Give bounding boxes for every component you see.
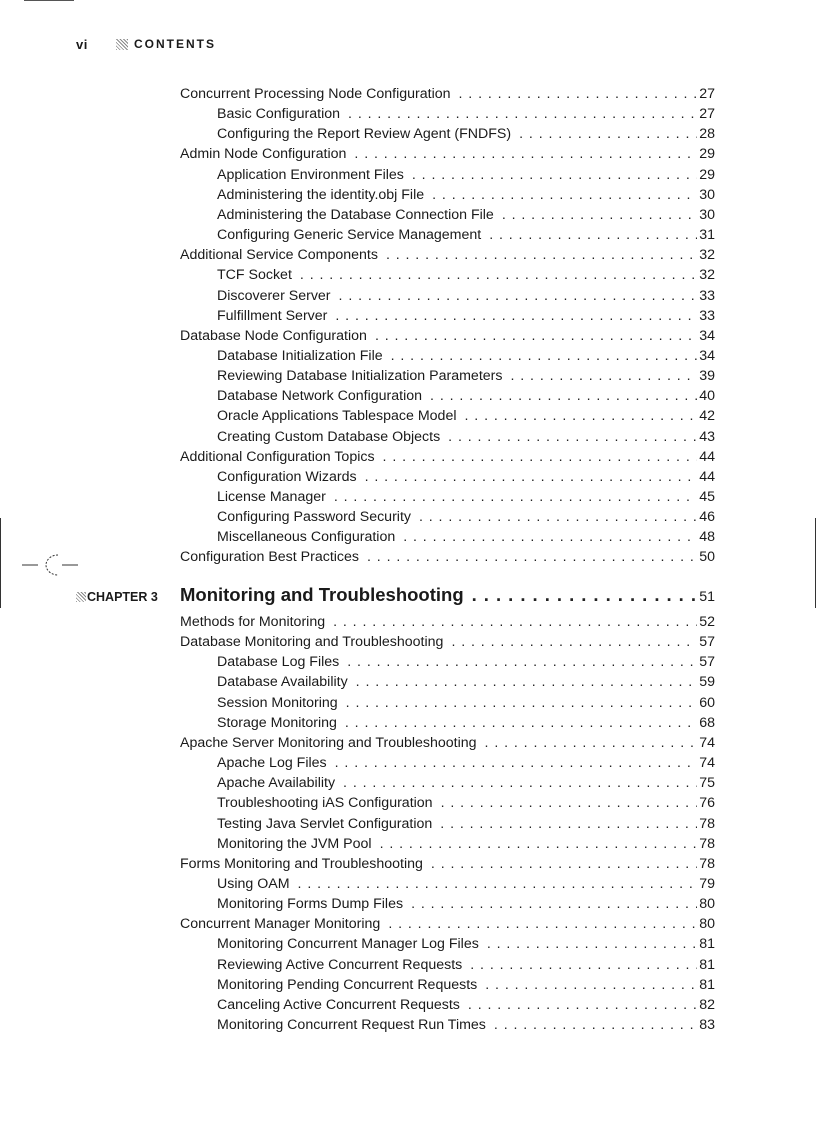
leader-dots bbox=[404, 167, 697, 183]
toc-entry-title: Database Initialization File bbox=[217, 347, 383, 364]
toc-entry-title: Database Availability bbox=[217, 674, 348, 691]
toc-subentry[interactable] bbox=[217, 126, 715, 142]
leader-dots bbox=[331, 288, 697, 304]
toc-entry-page: 31 bbox=[699, 227, 715, 244]
toc-entry-page: 40 bbox=[699, 388, 715, 405]
toc-subentry[interactable] bbox=[217, 308, 715, 324]
toc-entry-page: 81 bbox=[699, 936, 715, 953]
toc-subentry[interactable] bbox=[217, 997, 715, 1013]
leader-dots bbox=[403, 896, 697, 912]
toc-entry[interactable] bbox=[180, 86, 715, 102]
toc-entry-page: 34 bbox=[699, 347, 715, 364]
chapter-square-icon bbox=[76, 592, 86, 602]
leader-dots bbox=[346, 146, 697, 162]
toc-entry-page: 42 bbox=[699, 408, 715, 425]
toc-subentry[interactable] bbox=[217, 509, 715, 525]
toc-entry-title: Configuration Best Practices bbox=[180, 549, 360, 566]
leader-dots bbox=[464, 584, 697, 606]
toc-entry-title: Using OAM bbox=[217, 875, 290, 892]
toc-entry-title: Database Monitoring and Troubleshooting bbox=[180, 634, 444, 651]
toc-entry-title: Administering the identity.obj File bbox=[217, 186, 425, 203]
leader-dots bbox=[378, 247, 697, 263]
toc-entry-page: 27 bbox=[699, 86, 715, 102]
toc-entry-page: 43 bbox=[699, 428, 715, 445]
toc-entry-title: Reviewing Active Concurrent Requests bbox=[217, 956, 463, 973]
toc-entry-title: Monitoring Forms Dump Files bbox=[217, 896, 404, 913]
toc-entry-page: 46 bbox=[699, 509, 715, 526]
toc-entry[interactable] bbox=[180, 634, 715, 650]
header-square-icon bbox=[116, 39, 128, 50]
toc-entry-title: Monitoring the JVM Pool bbox=[217, 835, 372, 852]
toc-entry-title: Storage Monitoring bbox=[217, 714, 337, 731]
toc-subentry[interactable] bbox=[217, 529, 715, 545]
toc-entry-page: 60 bbox=[699, 694, 715, 711]
toc-entry-title: Oracle Applications Tablespace Model bbox=[217, 408, 457, 425]
leader-dots bbox=[462, 957, 697, 973]
chapter-page: 51 bbox=[699, 589, 715, 605]
toc-entry-page: 83 bbox=[699, 1017, 715, 1033]
toc-entry-page: 48 bbox=[699, 529, 715, 546]
toc-entry-title: Basic Configuration bbox=[217, 106, 341, 123]
leader-dots bbox=[502, 368, 697, 384]
toc-entry-title: Configuring the Report Review Agent (FNDFS) bbox=[217, 126, 512, 143]
toc-entry-page: 79 bbox=[699, 875, 715, 892]
toc-entry-page: 81 bbox=[699, 976, 715, 993]
toc-entry-title: Apache Availability bbox=[217, 775, 336, 792]
toc-subentry[interactable] bbox=[217, 469, 715, 485]
leader-dots bbox=[433, 795, 697, 811]
toc-entry-page: 34 bbox=[699, 327, 715, 344]
leader-dots bbox=[326, 489, 697, 505]
toc-entry-title: Monitoring Pending Concurrent Requests bbox=[217, 976, 478, 993]
toc-entry-title: Miscellaneous Configuration bbox=[217, 529, 396, 546]
toc-entry-title: Database Node Configuration bbox=[180, 327, 367, 344]
toc-entry-title: Monitoring Concurrent Manager Log Files bbox=[217, 936, 479, 953]
toc-subentry[interactable] bbox=[217, 388, 715, 404]
running-header bbox=[76, 36, 216, 52]
toc-subentry[interactable] bbox=[217, 368, 715, 384]
toc-entry-title: Configuring Generic Service Management bbox=[217, 227, 482, 244]
toc-subentry[interactable] bbox=[217, 795, 715, 811]
toc-entry-title: TCF Socket bbox=[217, 267, 292, 284]
toc-entry[interactable] bbox=[180, 146, 715, 162]
leader-dots bbox=[460, 997, 697, 1013]
leader-dots bbox=[327, 755, 697, 771]
toc-entry-title: Apache Server Monitoring and Troubleshooting bbox=[180, 734, 477, 751]
toc-entry-title: Monitoring Concurrent Request Run Times bbox=[217, 1017, 486, 1033]
toc-entry-page: 74 bbox=[699, 755, 715, 772]
toc-entry[interactable] bbox=[180, 856, 715, 872]
toc-entry-page: 68 bbox=[699, 714, 715, 731]
toc-subentry[interactable] bbox=[217, 288, 715, 304]
toc-entry-title: Application Environment Files bbox=[217, 166, 404, 183]
toc-entry-page: 76 bbox=[699, 795, 715, 812]
toc-entry-title: Fulfillment Server bbox=[217, 307, 328, 324]
leader-dots bbox=[380, 916, 697, 932]
toc-entry-page: 39 bbox=[699, 368, 715, 385]
toc-entry-page: 57 bbox=[699, 634, 715, 651]
toc-subentry[interactable] bbox=[217, 106, 715, 122]
chapter-number: CHAPTER 3 bbox=[87, 590, 158, 604]
leader-dots bbox=[477, 735, 697, 751]
toc-entry-page: 32 bbox=[699, 267, 715, 284]
toc-entry-title: Additional Service Components bbox=[180, 247, 378, 264]
leader-dots bbox=[424, 187, 697, 203]
top-rule bbox=[24, 0, 74, 1]
leader-dots bbox=[432, 816, 697, 832]
leader-dots bbox=[395, 529, 697, 545]
chapter-title-row[interactable] bbox=[180, 584, 715, 606]
toc-subentry[interactable] bbox=[217, 936, 715, 952]
toc-subentry[interactable] bbox=[217, 775, 715, 791]
toc-entry-title: Apache Log Files bbox=[217, 755, 327, 772]
toc-entry-page: 45 bbox=[699, 489, 715, 505]
leader-dots bbox=[290, 876, 697, 892]
toc-entry[interactable] bbox=[180, 614, 715, 630]
leader-dots bbox=[375, 449, 697, 465]
leader-dots bbox=[348, 674, 697, 690]
toc-entry-title: Canceling Active Concurrent Requests bbox=[217, 996, 460, 1013]
toc-entry-page: 30 bbox=[699, 206, 715, 223]
leader-dots bbox=[338, 695, 697, 711]
leader-dots bbox=[383, 348, 697, 364]
leader-dots bbox=[494, 207, 697, 223]
leader-dots bbox=[357, 469, 697, 485]
toc-subentry[interactable] bbox=[217, 167, 715, 183]
leader-dots bbox=[411, 509, 697, 525]
toc-subentry[interactable] bbox=[217, 755, 715, 771]
chapter-label bbox=[76, 590, 158, 604]
toc-subentry[interactable] bbox=[217, 207, 715, 223]
leader-dots bbox=[422, 388, 697, 404]
toc-entry-page: 52 bbox=[699, 614, 715, 630]
toc-entry-title: Creating Custom Database Objects bbox=[217, 428, 441, 445]
toc-entry-title: Database Network Configuration bbox=[217, 388, 423, 405]
leader-dots bbox=[339, 654, 697, 670]
toc-subentry[interactable] bbox=[217, 977, 715, 993]
toc-subentry[interactable] bbox=[217, 836, 715, 852]
toc-entry-page: 81 bbox=[699, 956, 715, 973]
toc-entry-title: Database Log Files bbox=[217, 654, 340, 671]
toc-entry-page: 33 bbox=[699, 307, 715, 324]
toc-entry-page: 78 bbox=[699, 855, 715, 872]
leader-dots bbox=[486, 1017, 697, 1033]
leader-dots bbox=[372, 836, 697, 852]
toc-entry[interactable] bbox=[180, 735, 715, 751]
leader-dots bbox=[340, 106, 697, 122]
toc-entry-title: Discoverer Server bbox=[217, 287, 331, 304]
leader-dots bbox=[325, 614, 697, 630]
toc-entry-page: 27 bbox=[699, 106, 715, 123]
section-title: CONTENTS bbox=[134, 37, 216, 51]
toc-entry-page: 75 bbox=[699, 775, 715, 792]
toc-entry[interactable] bbox=[180, 328, 715, 344]
leader-dots bbox=[443, 634, 697, 650]
toc-subentry[interactable] bbox=[217, 187, 715, 203]
toc-subentry[interactable] bbox=[217, 654, 715, 670]
toc-subentry[interactable] bbox=[217, 408, 715, 424]
toc-entry-page: 59 bbox=[699, 674, 715, 691]
toc-entry-title: Administering the Database Connection File bbox=[217, 206, 494, 223]
toc-subentry[interactable] bbox=[217, 816, 715, 832]
toc-entry-title: Methods for Monitoring bbox=[180, 614, 326, 630]
toc-subentry[interactable] bbox=[217, 348, 715, 364]
toc-entry-page: 32 bbox=[699, 247, 715, 264]
registration-mark-icon bbox=[22, 549, 78, 577]
toc-entry-page: 78 bbox=[699, 815, 715, 832]
toc-entry-page: 29 bbox=[699, 166, 715, 183]
toc-entry-title: Forms Monitoring and Troubleshooting bbox=[180, 855, 423, 872]
toc-entry[interactable] bbox=[180, 916, 715, 932]
toc-subentry[interactable] bbox=[217, 267, 715, 283]
toc-entry-page: 80 bbox=[699, 916, 715, 933]
toc-entry-title: Configuration Wizards bbox=[217, 468, 357, 485]
toc-entry[interactable] bbox=[180, 549, 715, 565]
toc-entry-title: Testing Java Servlet Configuration bbox=[217, 815, 433, 832]
toc-subentry[interactable] bbox=[217, 674, 715, 690]
leader-dots bbox=[359, 549, 697, 565]
toc-entry-page: 44 bbox=[699, 468, 715, 485]
toc-entry-page: 30 bbox=[699, 186, 715, 203]
leader-dots bbox=[335, 775, 697, 791]
leader-dots bbox=[479, 936, 697, 952]
toc-subentry[interactable] bbox=[217, 876, 715, 892]
toc-entry-title: Troubleshooting iAS Configuration bbox=[217, 795, 433, 812]
toc-entry-page: 29 bbox=[699, 146, 715, 163]
toc-entry-title: Configuring Password Security bbox=[217, 509, 411, 526]
toc-entry-page: 82 bbox=[699, 996, 715, 1013]
toc-entry-title: Concurrent Manager Monitoring bbox=[180, 916, 381, 933]
leader-dots bbox=[337, 715, 697, 731]
chapter-title: Monitoring and Troubleshooting bbox=[180, 584, 464, 605]
toc-entry-page: 80 bbox=[699, 896, 715, 913]
toc-entry-page: 78 bbox=[699, 835, 715, 852]
toc-entry[interactable] bbox=[180, 449, 715, 465]
leader-dots bbox=[292, 267, 697, 283]
crop-mark-left bbox=[0, 518, 1, 608]
toc-entry-page: 28 bbox=[699, 126, 715, 143]
toc-entry-page: 33 bbox=[699, 287, 715, 304]
leader-dots bbox=[423, 856, 697, 872]
leader-dots bbox=[457, 408, 698, 424]
toc-subentry[interactable] bbox=[217, 429, 715, 445]
toc-entry-page: 57 bbox=[699, 654, 715, 671]
leader-dots bbox=[477, 977, 697, 993]
page-number: vi bbox=[76, 36, 88, 52]
toc-entry-title: Additional Configuration Topics bbox=[180, 448, 375, 465]
toc-subentry[interactable] bbox=[217, 715, 715, 731]
toc-subentry[interactable] bbox=[217, 1017, 715, 1033]
toc-subentry[interactable] bbox=[217, 957, 715, 973]
toc-entry-title: Admin Node Configuration bbox=[180, 146, 347, 163]
toc-entry-page: 74 bbox=[699, 734, 715, 751]
toc-entry-title: Reviewing Database Initialization Parameters bbox=[217, 368, 503, 385]
toc-subentry[interactable] bbox=[217, 896, 715, 912]
leader-dots bbox=[367, 328, 697, 344]
toc-subentry[interactable] bbox=[217, 227, 715, 243]
toc-entry-page: 44 bbox=[699, 448, 715, 465]
toc-subentry[interactable] bbox=[217, 489, 715, 505]
toc-subentry[interactable] bbox=[217, 695, 715, 711]
leader-dots bbox=[440, 429, 697, 445]
leader-dots bbox=[327, 308, 697, 324]
toc-entry-page: 50 bbox=[699, 549, 715, 566]
toc-entry-title: License Manager bbox=[217, 489, 326, 505]
toc-entry-title: Concurrent Processing Node Configuration bbox=[180, 86, 451, 102]
leader-dots bbox=[451, 86, 698, 102]
leader-dots bbox=[511, 126, 697, 142]
toc-entry-title: Session Monitoring bbox=[217, 694, 338, 711]
toc-entry[interactable] bbox=[180, 247, 715, 263]
leader-dots bbox=[481, 227, 697, 243]
